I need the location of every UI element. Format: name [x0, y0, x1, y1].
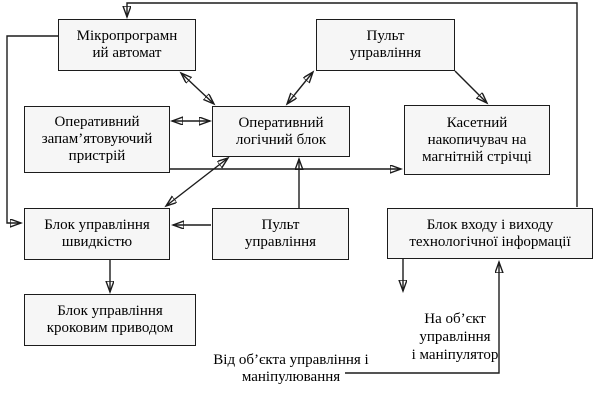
box-label-line: магнітній стрічці: [422, 148, 532, 165]
box-label-line: кроковим приводом: [46, 320, 174, 336]
box-label-line: Блок управління: [57, 303, 163, 319]
box-label-line: запам’ятовуючий: [41, 131, 153, 147]
box-control-panel-top: [316, 19, 455, 71]
box-label-line: пристрій: [68, 148, 126, 164]
arrow-control-panel-top-logic-block-bidirectional: [287, 72, 313, 104]
label-line: управління: [419, 329, 491, 345]
box-label-line: управління: [349, 45, 422, 61]
box-label-line: Касетний: [446, 114, 508, 131]
box-label-line: Оперативний: [238, 114, 324, 131]
label-line: маніпулювання: [241, 369, 341, 385]
box-microprogram-automaton: [58, 19, 196, 71]
box-label-line: ий автомат: [92, 45, 162, 61]
box-speed-control: [24, 208, 170, 260]
box-label-line: Пульт: [366, 28, 405, 44]
box-label-line: технологічної інформації: [409, 233, 571, 250]
label-from-object: [191, 352, 391, 386]
box-step-drive-control: [24, 294, 196, 346]
box-cassette-tape-storage: [404, 105, 550, 175]
box-label-line: швидкістю: [61, 234, 133, 250]
arrow-control-panel-top-to-cassette-storage: [455, 71, 487, 103]
box-control-panel-bottom: [212, 208, 349, 260]
box-label-line: управління: [244, 234, 317, 250]
label-line: і маніпулятор: [411, 347, 499, 363]
box-label-line: Мікропрограмн: [76, 28, 178, 44]
label-line: Від об’єкта управління і: [213, 352, 369, 368]
label-to-object: [397, 310, 513, 364]
box-label-line: Блок входу і виходу: [426, 216, 554, 233]
box-label-line: Блок управління: [44, 217, 150, 233]
box-label-line: логічний блок: [235, 131, 327, 148]
label-line: На об’єкт: [424, 311, 486, 327]
box-label-line: Оперативний: [54, 114, 140, 130]
box-operational-memory: [24, 106, 170, 173]
arrow-microprogram-automaton-logic-block-bidirectional: [181, 73, 214, 104]
box-operational-logic-block: [212, 106, 350, 157]
box-label-line: Пульт: [261, 217, 300, 233]
box-label-line: накопичувач на: [427, 131, 527, 148]
arrow-logic-block-speed-control-bidirectional: [166, 158, 228, 206]
box-io-technology-block: [387, 208, 593, 259]
